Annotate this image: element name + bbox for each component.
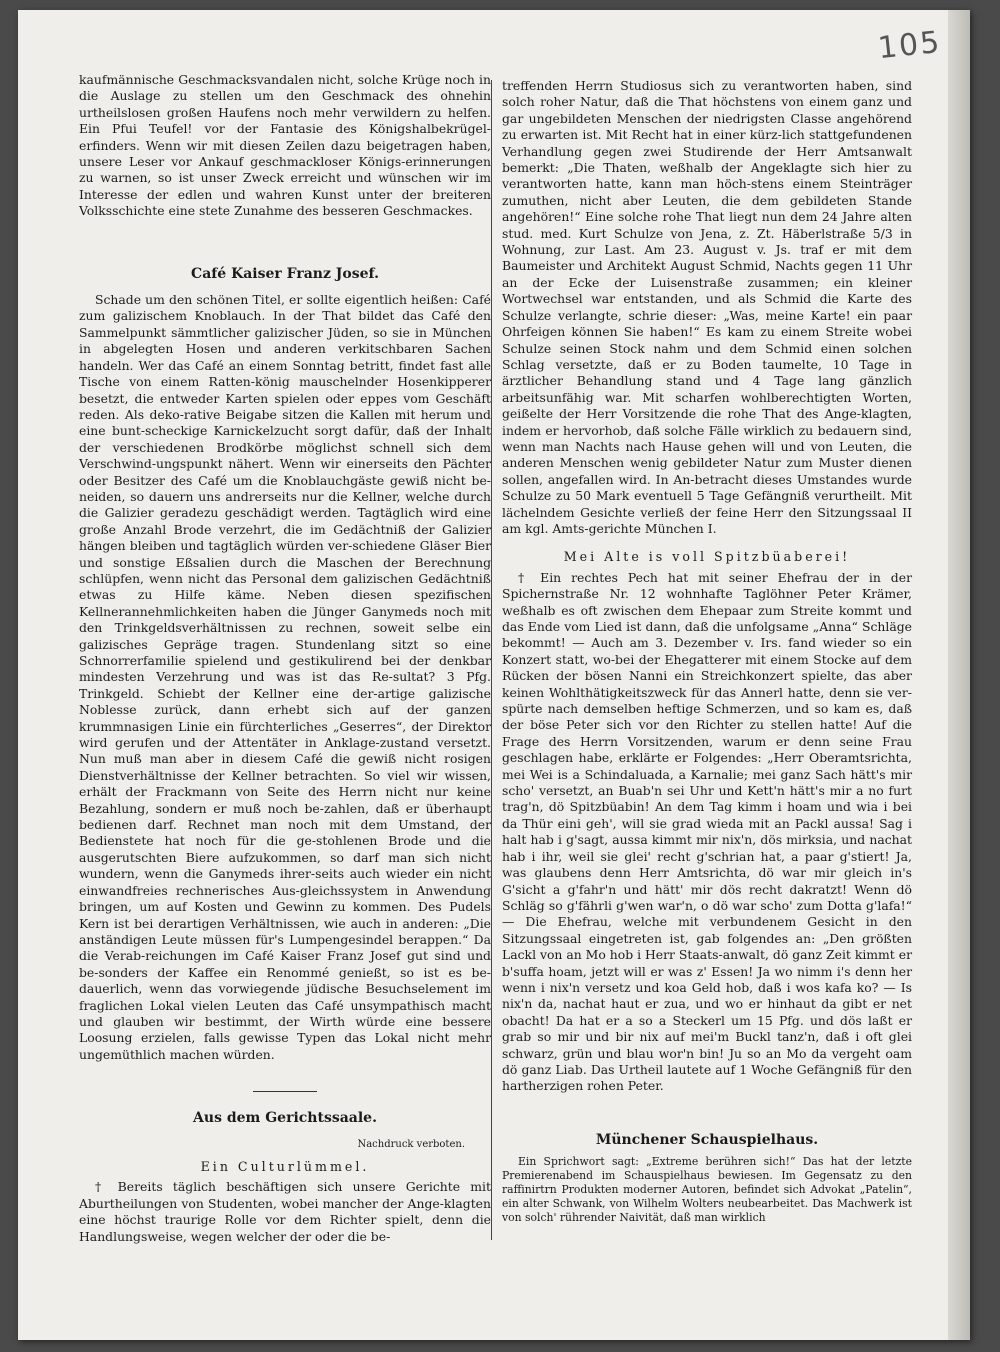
court-article-continued: treffenden Herrn Studiosus sich zu verantworten haben, sind solch roher Natur, daß die That höchstens von einem ganz und gar ungebildeten Menschen der niedrigsten Classe angehörend zu erwarten ist. Mit Recht hat in einer kürz-lich stattgefundenen Verhandlung gegen zwei Studirende der Herr Amtsanwalt bemerkt: „Die Thaten, weßhalb der Angeklagte sich hier zu verantworten hatte, kann man höch-stens einem Steinträger zumuthen, nicht aber Leuten, die dem gebildeten Stande angehören!“ Eine solche rohe That liegt nun dem 24 Jahre alten stud. med. Kurt Schulze von Jena, z. Zt. Häberlstraße 5/3 in Wohnung, zur Last. Am 23. August v. Js. traf er mit dem Baumeister und Architekt August Schmid, Nachts gegen 11 Uhr an der Ecke der Luisenstraße zusammen; ein kleiner Wortwechsel war entstanden, und als Schmid die Karte des Schulze verlangte, schrie dieser: „Was, meine Karte! ein paar Ohrfeigen können Sie haben!“ Es kam zu einem Streite wobei Schulze seinen Stock nahm und dem Schmid einen solchen Schlag versetzte, daß er zu Boden taumelte, 10 Tage in ärztlicher Behandlung stand und 4 Tage lang gänzlich arbeitsunfähig war. Mit scharfen wohlberechtigten Worten, geißelte der Herr Vorsitzende die rohe That des Ange-klagten, indem er hervorhob, daß solche Fälle wirklich zu bedauern sind, wenn man Nachts nach Hause gehen will und von Leuten, die anderen Menschen wenig gebildeter Natur zum Muster dienen sollen, angefallen wird. In An-betracht dieses Umstandes wurde Schulze zu 50 Mark eventuell 5 Tage Gefängniß verurtheilt. Mit lächelndem Gesichte verließ der feine Herr den Sitzungssaal II am kgl. Amts-gerichte München I. [502, 78, 912, 536]
newspaper-page [18, 10, 970, 1340]
article-paragraph: kaufmännische Geschmacksvandalen nicht, solche Krüge noch in die Auslage zu stellen um den Geschmack des ohnehin urtheilslosen großen Haufens noch mehr verwildern zu helfen. Ein Pfui Teufel! vor der Fantasie des Königshalbekrügel-erfinders. Wenn wir mit diesen Zeilen dazu beigetragen haben, unsere Leser vor Ankauf geschmackloser Königs-erinnerungen zu warnen, so ist unser Zweck erreicht und wünschen wir im Interesse der edlen und wahren Kunst unter der breiteren Volksschichte eine stete Zunahme des besseren Geschmackes. [79, 72, 491, 219]
reprint-note: Nachdruck verboten. [357, 1138, 465, 1150]
column-divider [491, 80, 492, 1240]
right-column [502, 78, 912, 1225]
page-number: 105 [876, 24, 943, 67]
theater-text: Ein Sprichwort sagt: „Extreme berühren sich!“ Das hat der letzte Premierenabend im Schauspielhaus bewiesen. Im Gegensatz zu den raffinirtrn Produkten moderner Autoren, befindet sich Advokat „Patelin“, ein alter Schwank, von Wilhelm Wolters neubearbeitet. Das Machwerk ist von solch' rührender Naivität, daß man wirklich [502, 1154, 912, 1224]
section-divider [253, 1091, 317, 1092]
page-edge [948, 10, 970, 1340]
alte-article-title: Mei Alte is voll Spitzbüaberei! [563, 549, 851, 565]
court-section-heading: Aus dem Gerichtssaale. [193, 1110, 377, 1127]
theater-section [502, 1133, 912, 1225]
cafe-article-text: Schade um den schönen Titel, er sollte eigentlich heißen: Café zum galizischem Knoblauch. In der That bildet das Café den Sammelpunkt sämmtlicher galizischer Jüden, so sie in München in abgelegten Hosen und anderen verkitschbaren Sachen handeln. Wer das Café an einem Sonntag betritt, findet fast alle Tische von einem Ratten-könig mauschelnder Hosenkipperer besetzt, die entweder Karten spielen oder eppes vom Geschäft reden. Als deko-rative Beigabe sitzen die Kallen mit herum und eine bunt-scheckige Karnickelzucht sorgt dafür, daß der Inhalt der verschiedenen Brodkörbe möglichst schnell sich dem Verschwind-ungspunkt nähert. Wenn wir einerseits den Pächter oder Besitzer des Café um die Knoblauchgäste gewiß nicht be-neiden, so dauern uns andrerseits nur die Kellner, welche durch die Galizier geradezu geschädigt werden. Tagtäglich wird eine große Anzahl Brode verzehrt, die im Gedächtniß der Galizier hängen bleiben und tagtäglich würden ver-schiedene Gläser Bier und sonstige Eßsalien durch die Maschen der Berechnung schlüpfen, wenn nicht das Personal dem galizischen Gedächtniß etwas zu Hilfe käme. Neben diesen spezifischen Kellnerannehmlichkeiten haben die Jünger Ganymeds noch mit den Trinkgeldsverhältnissen zu rechnen, soweit selbe ein galizisches Gepräge tragen. Stundenlang sitzt so eine Schnorrerfamilie spielend und gestikulirend bei der denkbar mindesten Verzehrung und was ist das Re-sultat? 3 Pfg. Trinkgeld. Schiebt der Kellner eine der-artige galizische Noblesse zurück, dann erhebt sich auf der ganzen krummnasigen Linie ein fürchterliches „Geserres“, der Direktor wird gerufen und der Attentäter in Anklage-zustand versetzt. Nun muß man aber in diesem Café die gewiß nicht rosigen Dienstverhältnisse der Kellner betrachten. So viel wir wissen, erhält der Frackmann von Seite des Herrn nicht nur keine Bezahlung, sondern er muß noch be-zahlen, daß er überhaupt bedienen darf. Rechnet man noch mit dem Umstand, der Bedienstete hat noch für die ge-stohlenen Brode und die ausgerutschten Biere aufzukommen, so darf man sich nicht wundern, wenn die Ganymeds ihrer-seits auch wieder ein nicht einwandfreies rechnerisches Aus-gleichssystem in Anwendung bringen, um auf Kosten und Gewinn zu kommen. Des Pudels Kern ist bei derartigen Verhältnissen, wie auch in anderen: „Die anständigen Leute müssen für's Lumpengesindel berappen.“ Da die Verab-reichungen im Café Kaiser Franz Josef gut sind und be-sonders der Kaffee ein Renommé genießt, so ist es be-dauerlich, wenn das vorwiegende jüdische Besuchselement im fraglichen Lokal vielen Leuten das Café unsympathisch macht und glauben wir bestimmt, der Wirth würde eine bessere Loosung erzielen, falls gewisse Typen das Lokal nicht mehr ungemüthlich machen würden. [79, 292, 491, 1062]
court-article-title: Ein Culturlümmel. [200, 1158, 370, 1174]
cafe-article-heading: Café Kaiser Franz Josef. [191, 265, 379, 282]
alte-article-text: † Ein rechtes Pech hat mit seiner Ehefrau der in der Spichernstraße Nr. 12 wohnhafte Taglöhner Peter Krämer, weßhalb es oft zwischen dem Ehepaar zum Streite kommt und das Ende vom Lied ist dann, daß die unfolgsame „Anna“ Schläge bekommt! — Auch am 3. Dezember v. Irs. fand wieder so ein Konzert statt, wo-bei der Ehegatterer mit einem Stocke auf dem Rücken der bösen Nanni ein Streichkonzert spielte, das aber keinen Wohlthätigkeitszweck für das Annerl hatte, denn sie ver-spürte nach demselben heftige Schmerzen, und so kam es, daß der böse Peter sich vor den Richter zu stellen hatte! Auf die Frage des Herrn Vorsitzenden, warum er denn seine Frau geschlagen habe, erklärte er Folgendes: „Herr Oberamtsrichta, mei Wei is a Schindaluada, a Karnalie; mei ganz Sach hätt's mir scho' versetzt, an Buab'n sei Uhr und Kett'n hätt's mir a no furt trag'n, dö Spitzbüabin! An dem Tag kimm i hoam und wia i bei da Thür eini geh', will sie grad wieda mit an Packl aussa! Sag i halt hab i g'sagt, aussa kimmt mir nix'n, dös mirksia, und nachat hab i ihr, weil sie glei' recht g'schrian hat, a paar g'stiert! Ja, was glaubens denn Herr Amtsrichta, dö war mir gleich in's G'sicht a g'fahr'n und hätt' mir dös recht dakratzt! Wenn dö Schläg so g'fährli g'wen war'n, o dö war scho' zum Dotta g'lafa!“ — Die Ehefrau, welche mit verbundenem Gesicht in den Sitzungssaal eingetreten ist, gab folgendes an: „Den größten Lackl von an Mo hob i Herr Staats-anwalt, dö ganz Zeit kimmt er b'suffa hoam, jetzt will er was z' Essen! Ja wo nimm i's denn her wenn i nix'n versetz und koa Geld hob, daß i wos kafa ko? — Is nix'n da, nachat haut er zua, und wo er hinhaut da gibt er net obacht! Da hat er a so a Steckerl um 15 Pfg. und dös laßt er grab so mir und bir nix auf mei'm Buckl tanz'n, daß i oft glei schwarz, grün und blau wor'n bin! Ju so an Mo da vergeht oam dö ganz Liab. Das Urtheil lautete auf 1 Woche Gefängniß für den hartherzigen rohen Peter. [502, 569, 912, 1094]
theater-heading: Münchener Schauspielhaus. [595, 1131, 819, 1148]
left-column [79, 72, 491, 1245]
court-article-text: † Bereits täglich beschäftigen sich unsere Gerichte mit Aburtheilungen von Studenten, wobei mancher der Ange-klagten eine höchst traurige Rolle vor dem Richter spielt, denn die Handlungsweise, wegen welcher der oder die be- [79, 1179, 491, 1244]
